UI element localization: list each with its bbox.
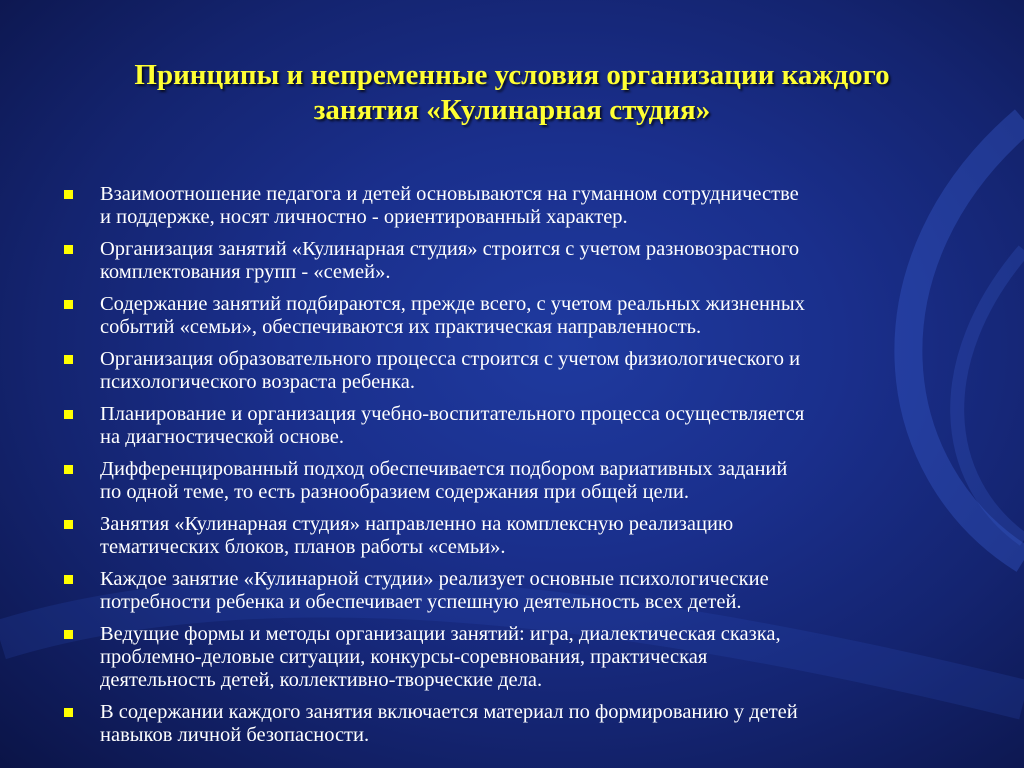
- slide-title: [40, 58, 984, 128]
- list-item: [64, 458, 964, 504]
- list-item: [64, 403, 964, 449]
- list-item: [64, 701, 964, 747]
- square-bullet-icon: [64, 575, 73, 584]
- slide-title-line-2: занятия «Кулинарная студия»: [313, 94, 711, 126]
- slide-title-line-1: Принципы и непременные условия организации каждого: [134, 59, 890, 91]
- item-text-line: В содержании каждого занятия включается материал по формированию у детей: [100, 701, 798, 723]
- square-bullet-icon: [64, 520, 73, 529]
- list-item: [64, 183, 964, 229]
- item-text-line: проблемно-деловые ситуации, конкурсы-соревнования, практическая: [100, 646, 708, 668]
- list-item: [64, 623, 964, 692]
- item-text-line: Дифференцированный подход обеспечивается подбором вариативных заданий: [100, 458, 788, 480]
- square-bullet-icon: [64, 708, 73, 717]
- list-item: [64, 293, 964, 339]
- item-text-line: тематических блоков, планов работы «семьи».: [100, 536, 506, 558]
- square-bullet-icon: [64, 300, 73, 309]
- square-bullet-icon: [64, 410, 73, 419]
- item-text-line: на диагностической основе.: [100, 426, 345, 448]
- item-text-line: по одной теме, то есть разнообразием содержания при общей цели.: [100, 481, 689, 503]
- item-text-line: навыков личной безопасности.: [100, 724, 370, 746]
- item-text-line: и поддержке, носят личностно - ориентированный характер.: [100, 206, 628, 228]
- square-bullet-icon: [64, 190, 73, 199]
- list-item: [64, 348, 964, 394]
- square-bullet-icon: [64, 465, 73, 474]
- item-text-line: Планирование и организация учебно-воспитательного процесса осуществляется: [100, 403, 805, 425]
- list-item: [64, 238, 964, 284]
- item-text-line: комплектования групп - «семей».: [100, 261, 391, 283]
- item-text-line: Взаимоотношение педагога и детей основываются на гуманном сотрудничестве: [100, 183, 799, 205]
- item-text-line: Каждое занятие «Кулинарной студии» реализует основные психологические: [100, 568, 769, 590]
- list-item: [64, 513, 964, 559]
- item-text-line: Ведущие формы и методы организации занятий: игра, диалектическая сказка,: [100, 623, 781, 645]
- square-bullet-icon: [64, 245, 73, 254]
- square-bullet-icon: [64, 630, 73, 639]
- item-text-line: Организация занятий «Кулинарная студия» строится с учетом разновозрастного: [100, 238, 800, 260]
- principles-list: [64, 183, 964, 756]
- item-text-line: Содержание занятий подбираются, прежде всего, с учетом реальных жизненных: [100, 293, 805, 315]
- item-text-line: деятельность детей, коллективно-творческие дела.: [100, 669, 543, 691]
- item-text-line: событий «семьи», обеспечиваются их практическая направленность.: [100, 316, 702, 338]
- item-text-line: Организация образовательного процесса строится с учетом физиологического и: [100, 348, 801, 370]
- item-text-line: Занятия «Кулинарная студия» направленно на комплексную реализацию: [100, 513, 734, 535]
- list-item: [64, 568, 964, 614]
- square-bullet-icon: [64, 355, 73, 364]
- item-text-line: психологического возраста ребенка.: [100, 371, 416, 393]
- item-text-line: потребности ребенка и обеспечивает успешную деятельность всех детей.: [100, 591, 742, 613]
